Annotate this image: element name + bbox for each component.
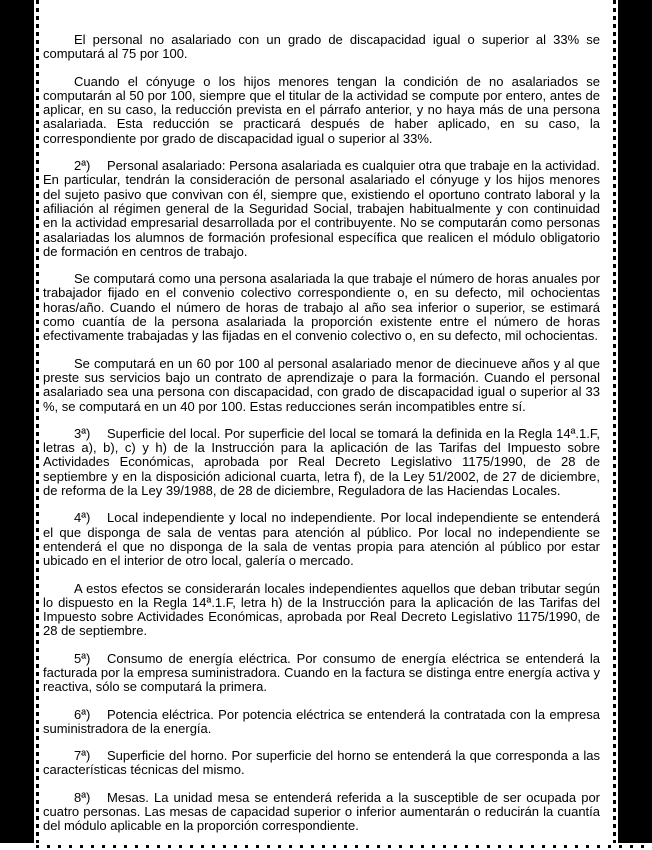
paragraph-item-4-local-independiente xyxy=(43,511,600,568)
item-number-8: 8ª) xyxy=(74,789,91,805)
paragraph-item-5-consumo-energia xyxy=(43,652,600,695)
item-number-3: 3ª) xyxy=(74,425,91,441)
perforation-bottom-edge xyxy=(36,845,652,848)
perforation-left-edge xyxy=(36,0,39,843)
document-text-block xyxy=(43,0,600,834)
item-text-4: Local independiente y local no independiente. Por local independiente se entenderá el que disponga de sala de ventas para atención al público. Por local no independiente se entenderá el que no disponga de la sala de ventas propia para atención al público por estar ubicado en el interior de otro local, galería o mercado. xyxy=(43,510,600,569)
item-number-6: 6ª) xyxy=(74,706,91,722)
paragraph-locales-independientes: A estos efectos se considerarán locales independientes aquellos que deban tributar según lo dispuesto en la Regla 14ª.1.F, letra h) de la Instrucción para la aplicación de las Tarifas del Impuesto sobre Actividades Económicas, aprobada por Real Decreto Legislativo 1175/1990, de 28 de septiembre. xyxy=(43,580,600,639)
item-text-7: Superficie del horno. Por superficie del horno se entenderá la que corresponda a las características técnicas del mismo. xyxy=(43,748,600,778)
paragraph-60-por-100: Se computará en un 60 por 100 al personal asalariado menor de diecinueve años y al que preste sus servicios bajo un contrato de aprendizaje o para la formación. Cuando el personal asalariado sea una persona con discapacidad, con grado de discapacidad igual o superior al 33 %, se computará en un 40 por 100. Estas reducciones serán incompatibles entre sí. xyxy=(43,355,600,414)
paragraph-disability-75: El personal no asalariado con un grado de discapacidad igual o superior al 33% se computará al 75 por 100. xyxy=(43,32,600,62)
perforation-right-edge xyxy=(613,0,616,843)
paragraph-annual-hours: Se computará como una persona asalariada la que trabaje el número de horas anuales por trabajador fijado en el convenio colectivo correspondiente o, en su defecto, mil ochocientas horas/año. Cuando el número de horas de trabajo al año sea inferior o superior, se estimará como cuantía de la persona asalariada la proporción existente entre el número de horas efectivamente trabajadas y las fijadas en el convenio colectivo o, en su defecto, mil ochocientas. xyxy=(43,271,600,344)
item-number-2: 2ª) xyxy=(74,158,91,174)
paragraph-item-2-personal-asalariado xyxy=(43,159,600,259)
paragraph-item-8-mesas xyxy=(43,791,600,834)
item-number-7: 7ª) xyxy=(74,748,91,764)
scan-edge-left-bar xyxy=(0,0,34,843)
paragraph-spouse-50: Cuando el cónyuge o los hijos menores tengan la condición de no asalariados se computarán al 50 por 100, siempre que el titular de la actividad se compute por entero, antes de aplicar, en su caso, la reducción prevista en el párrafo anterior, y no haya más de una persona asalariada. Esta reducción se practicará después de haber aplicado, en su caso, la correspondiente por grado de discapacidad igual o superior al 33%. xyxy=(43,73,600,146)
item-text-3: Superficie del local. Por superficie del local se tomará la definida en la Regla 14ª.1.F, letras a), b), c) y h) de la Instrucción para la aplicación de las Tarifas del Impuesto sobre Actividades Económicas, aprobada por Real Decreto Legislativo 1175/1990, de 28 de septiembre y en la disposición adicional cuarta, letra f), de la Ley 51/2002, de 27 de diciembre, de reforma de la Ley 39/1988, de 28 de diciembre, Reguladora de las Haciendas Locales. xyxy=(43,425,600,499)
item-number-4: 4ª) xyxy=(74,510,91,526)
paragraph-item-3-superficie-local xyxy=(43,427,600,498)
item-text-5: Consumo de energía eléctrica. Por consumo de energía eléctrica se entenderá la facturada por la empresa suministradora. Cuando en la factura se distinga entre energía activa y reactiva, sólo se computará la primera. xyxy=(43,650,600,695)
paragraph-item-6-potencia-electrica xyxy=(43,708,600,737)
paragraph-item-7-superficie-horno xyxy=(43,749,600,778)
item-text-8: Mesas. La unidad mesa se entenderá referida a la susceptible de ser ocupada por cuatro personas. Las mesas de capacidad superior o inferior aumentarán o reducirán la cuantía del módulo aplicable en la proporción correspondiente. xyxy=(43,789,600,834)
scan-edge-right-bar xyxy=(618,0,652,843)
item-text-6: Potencia eléctrica. Por potencia eléctrica se entenderá la contratada con la empresa suministradora de la energía. xyxy=(43,706,600,736)
item-text-2: Personal asalariado: Persona asalariada es cualquier otra que trabaje en la actividad. En particular, tendrán la consideración de personal asalariado el cónyuge y los hijos menores del sujeto pasivo que convivan con él, siempre que, existiendo el oportuno contrato laboral y la afiliación al régimen general de la Seguridad Social, trabajen habitualmente y con continuidad en la actividad empresarial desarrollada por el contribuyente. No se computarán como personas asalariadas los alumnos de formación profesional específica que realicen el módulo obligatorio de formación en centros de trabajo. xyxy=(43,158,600,259)
item-number-5: 5ª) xyxy=(74,650,91,666)
